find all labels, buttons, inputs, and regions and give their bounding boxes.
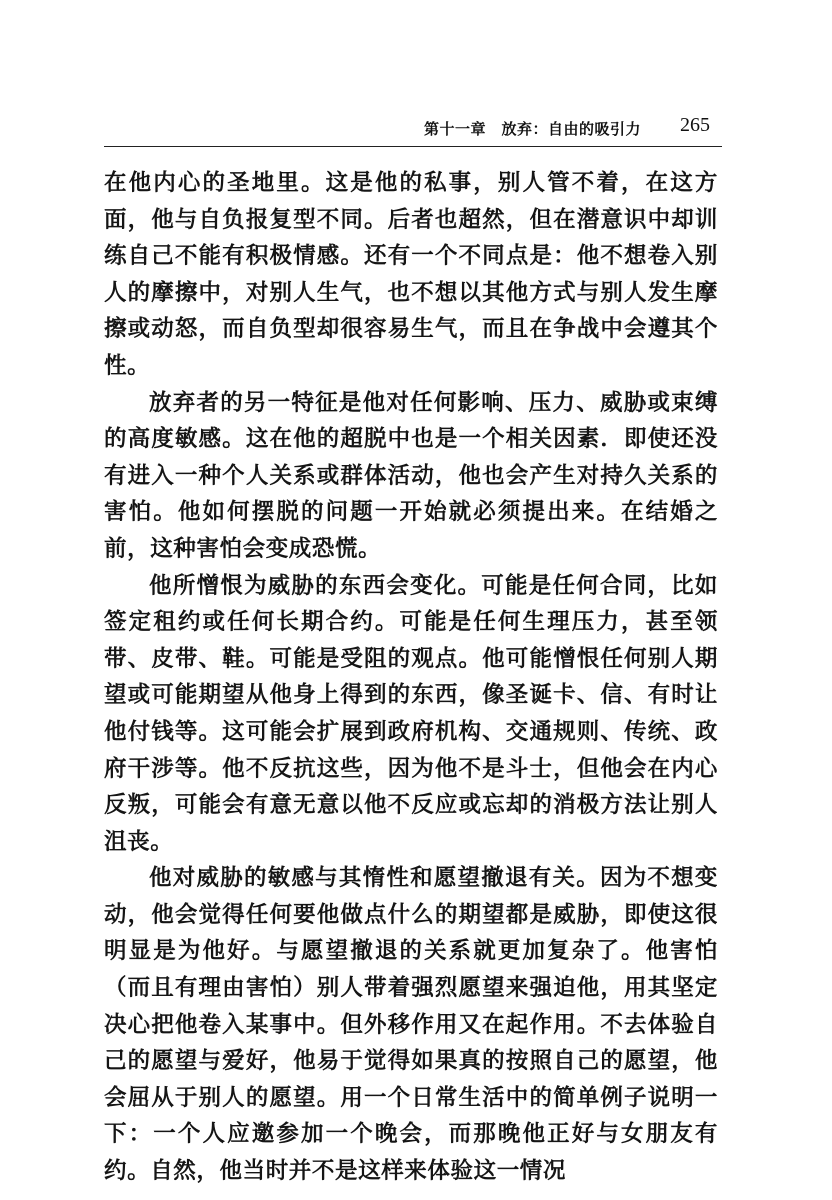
page-number: 265 (680, 114, 710, 136)
paragraph: 他对威胁的敏感与其惰性和愿望撤退有关。因为不想变动，他会觉得任何要他做点什么的期望都是威胁，即使这很明显是为他好。与愿望撤退的关系就更加复杂了。他害怕（而且有理由害怕）别人带着强烈愿望来强迫他，用其坚定决心把他卷入某事中。但外移作用又在起作用。不去体验自己的愿望与爱好，他易于觉得如果真的按照自己的愿望，他会屈从于别人的愿望。用一个日常生活中的简单例子说明一下：一个人应邀参加一个晚会，而那晚他正好与女朋友有约。自然，他当时并不是这样来体验这一情况 (104, 865, 718, 1185)
header-divider (104, 146, 722, 147)
paragraph-continued: 在他内心的圣地里。这是他的私事，别人管不着，在这方面，他与自负报复型不同。后者也超然，但在潜意识中却训练自己不能有积极情感。还有一个不同点是：他不想卷入别人的摩擦中，对别人生气，也不想以其他方式与别人发生摩擦或动怒，而自负型却很容易生气，而且在争战中会遵其个性。 (104, 170, 718, 379)
chapter-title: 第十一章 放弃：自由的吸引力 (424, 120, 642, 138)
body-text (104, 165, 718, 1190)
paragraph: 放弃者的另一特征是他对任何影响、压力、威胁或束缚的高度敏感。这在他的超脱中也是一个相关因素．即使还没有进入一种个人关系或群体活动，他也会产生对持久关系的害怕。他如何摆脱的问题一开始就必须提出来。在结婚之前，这种害怕会变成恐慌。 (104, 389, 718, 562)
running-header (104, 114, 724, 142)
paragraph: 他所憎恨为威胁的东西会变化。可能是任何合同，比如签定租约或任何长期合约。可能是任何生理压力，甚至领带、皮带、鞋。可能是受阻的观点。他可能憎恨任何别人期望或可能期望从他身上得到的东西，像圣诞卡、信、有时让他付钱等。这可能会扩展到政府机构、交通规则、传统、政府干涉等。他不反抗这些，因为他不是斗士，但他会在内心反叛，可能会有意无意以他不反应或忘却的消极方法让别人沮丧。 (104, 572, 718, 855)
